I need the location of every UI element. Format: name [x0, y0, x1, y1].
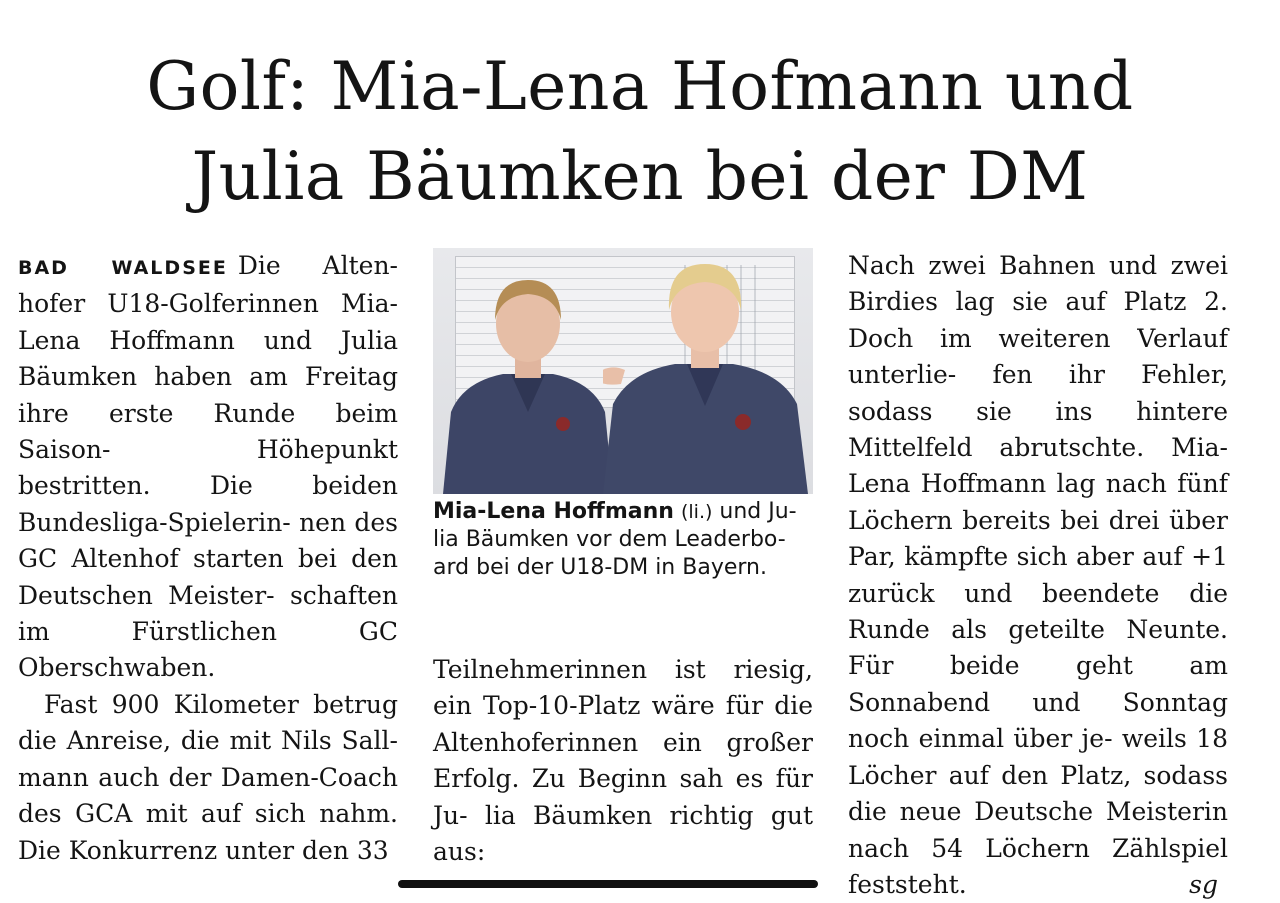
column-3 — [848, 248, 1228, 903]
text-line: Höhepunkt bestritten. Die — [18, 435, 398, 501]
text-line: die Anreise, die mit Nils Sall- — [18, 726, 398, 756]
caption-name: Mia-Lena Hoffmann — [433, 499, 674, 524]
caption-text: lia Bäumken vor dem Leaderbo- — [433, 527, 786, 552]
text-line: Die Alten- — [237, 251, 398, 280]
headline-line-2: Julia Bäumken bei der DM — [191, 138, 1089, 215]
text-line: hofer U18-Golferinnen Mia- — [18, 289, 398, 319]
text-line: über Par, kämpfte sich aber auf — [848, 505, 1228, 572]
text-line: sodass die neue Deutsche — [848, 760, 1228, 827]
text-line: im weiteren Verlauf unterlie- — [848, 323, 1229, 390]
text-line: nen des GC Altenhof starten — [18, 507, 399, 574]
text-line: Oberschwaben. — [18, 653, 216, 683]
headline-line-1: Golf: Mia-Lena Hofmann und — [146, 48, 1134, 125]
text-line: Bäumken haben am Freitag — [18, 362, 398, 392]
text-line: Nach zwei Bahnen und zwei — [848, 251, 1228, 280]
text-line: Altenhoferinnen ein großer — [433, 727, 813, 757]
text-line: Birdies lag sie auf Platz 2. Doch — [848, 287, 1228, 353]
paragraph-1 — [18, 248, 398, 687]
caption-text: ard bei der U18-DM in Bayern. — [433, 555, 767, 580]
article-photo — [433, 248, 813, 494]
home-indicator-bar[interactable] — [398, 880, 818, 888]
column-1 — [18, 248, 398, 869]
text-line: Mia-Lena Hoffmann lag nach — [848, 433, 1229, 499]
text-line: Zählspiel feststeht. — [848, 833, 1228, 899]
text-line: fen ihr Fehler, sodass sie ins — [848, 360, 1228, 426]
text-line: Erfolg. Zu Beginn sah es für Ju- — [433, 764, 813, 830]
photo-caption — [433, 498, 813, 582]
text-line: Meisterin nach 54 Löchern — [848, 797, 1228, 863]
text-line: bei den Deutschen Meister- — [18, 544, 398, 610]
text-line: des GCA mit auf sich nahm. — [18, 799, 398, 829]
text-line: beiden Bundesliga-Spielerin- — [18, 471, 398, 537]
text-line: Runde als geteilte Neunte. Für — [848, 615, 1228, 681]
dateline: BAD WALDSEE — [18, 257, 228, 279]
column-3-text — [848, 248, 1228, 903]
caption-li: (li.) — [680, 501, 713, 523]
text-line: ein Top-10-Platz wäre für die — [433, 691, 813, 721]
player-left-figure — [443, 262, 613, 494]
text-line: lia Bäumken richtig gut aus: — [433, 800, 813, 867]
text-line: weils 18 Löcher auf den Platz, — [848, 724, 1228, 790]
text-line: fünf Löchern bereits bei drei — [848, 469, 1228, 535]
headline — [0, 42, 1280, 222]
author-signature: sg — [1189, 869, 1218, 899]
text-line: Sonntag noch einmal über je- — [848, 687, 1229, 754]
text-line: Lena Hoffmann und Julia — [18, 325, 398, 355]
column-2 — [433, 248, 813, 870]
text-line: mann auch der Damen-Coach — [18, 762, 398, 792]
text-line: +1 zurück und beendete die — [848, 542, 1228, 608]
text-line: ihre erste Runde beim Saison- — [18, 398, 398, 465]
text-line: hintere Mittelfeld abrutschte. — [848, 396, 1228, 463]
text-line: schaften im Fürstlichen GC — [18, 580, 398, 647]
caption-text: und Ju- — [712, 499, 797, 524]
paragraph-2 — [18, 687, 398, 869]
text-line: Teilnehmerinnen ist riesig, — [433, 655, 813, 684]
text-line: beide geht am Sonnabend und — [848, 651, 1228, 717]
text-line: Die Konkurrenz unter den 33 — [18, 835, 389, 865]
column-2-text — [433, 652, 813, 870]
text-line: Fast 900 Kilometer betrug — [44, 689, 398, 719]
player-right-figure — [603, 254, 808, 494]
